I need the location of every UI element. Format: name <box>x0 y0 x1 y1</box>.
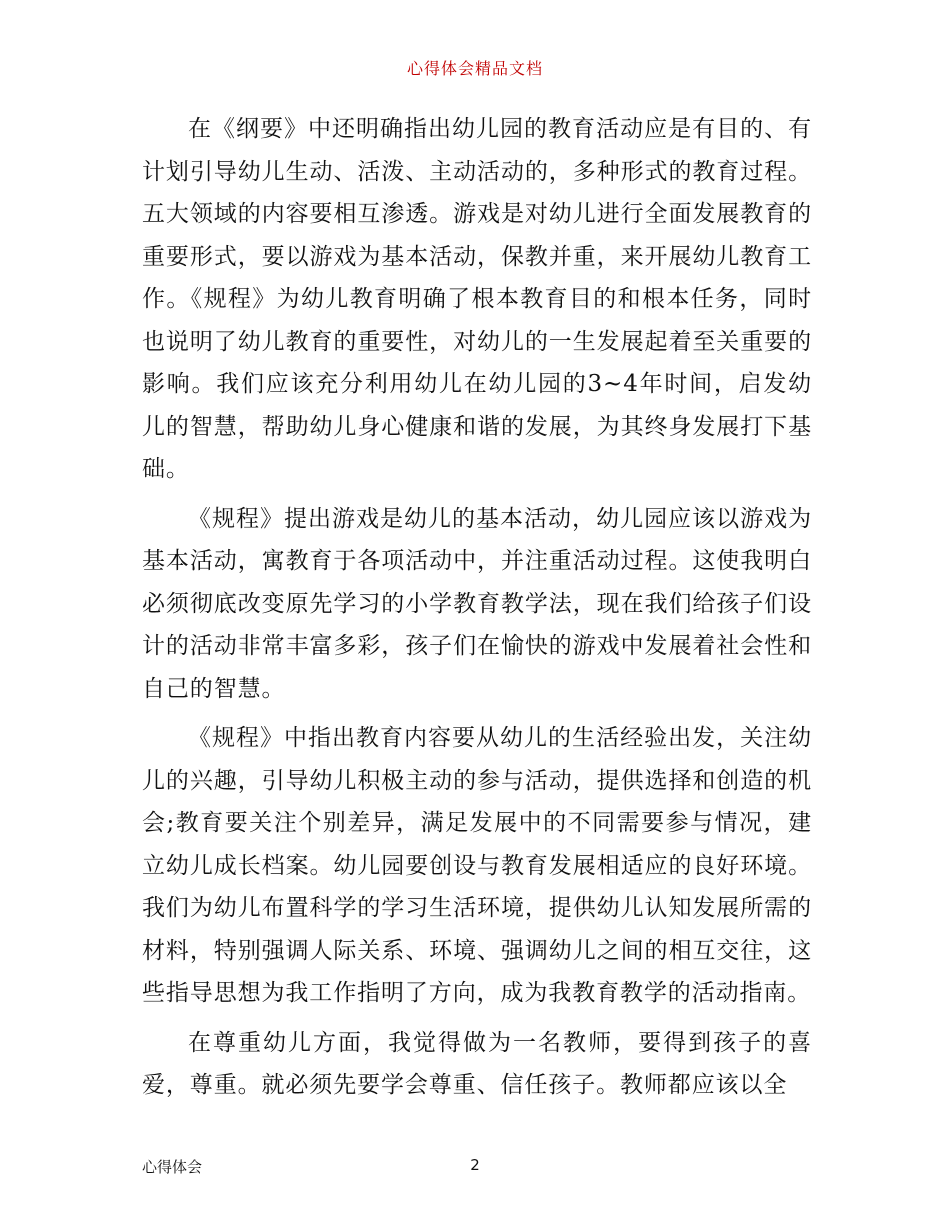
paragraph-2: 《规程》提出游戏是幼儿的基本活动，幼儿园应该以游戏为基本活动，寓教育于各项活动中，并注重活动过程。这使我明白必须彻底改变原先学习的小学教育教学法，现在我们给孩子们设计的活动非常丰富多彩，孩子们在愉快的游戏中发展着社会性和自己的智慧。 <box>142 505 812 702</box>
paragraph-4: 在尊重幼儿方面，我觉得做为一名教师，要得到孩子的喜爱，尊重。就必须先要学会尊重、信任孩子。教师都应该以全 <box>142 1029 812 1098</box>
paragraph-3: 《规程》中指出教育内容要从幼儿的生活经验出发，关注幼儿的兴趣，引导幼儿积极主动的参与活动，提供选择和创造的机会;教育要关注个别差异，满足发展中的不同需要参与情况，建立幼儿成长档案。幼儿园要创设与教育发展相适应的良好环境。我们为幼儿布置科学的学习生活环境，提供幼儿认知发展所需的材料，特别强调人际关系、环境、强调幼儿之间的相互交往，这些指导思想为我工作指明了方向，成为我教育教学的活动指南。 <box>142 725 812 1006</box>
paragraph-1: 在《纲要》中还明确指出幼儿园的教育活动应是有目的、有计划引导幼儿生动、活泼、主动活动的，多种形式的教育过程。五大领域的内容要相互渗透。游戏是对幼儿进行全面发展教育的重要形式，要以游戏为基本活动，保教并重，来开展幼儿教育工作。《规程》为幼儿教育明确了根本教育目的和根本任务，同时也说明了幼儿教育的重要性，对幼儿的一生发展起着至关重要的影响。我们应该充分利用幼儿在幼儿园的3~4年时间，启发幼儿的智慧，帮助幼儿身心健康和谐的发展，为其终身发展打下基础。 <box>142 116 812 482</box>
page-number: 2 <box>470 1156 480 1174</box>
document-header-title: 心得体会精品文档 <box>406 59 543 78</box>
footer-label: 心得体会 <box>142 1158 203 1176</box>
document-body <box>142 108 812 1107</box>
